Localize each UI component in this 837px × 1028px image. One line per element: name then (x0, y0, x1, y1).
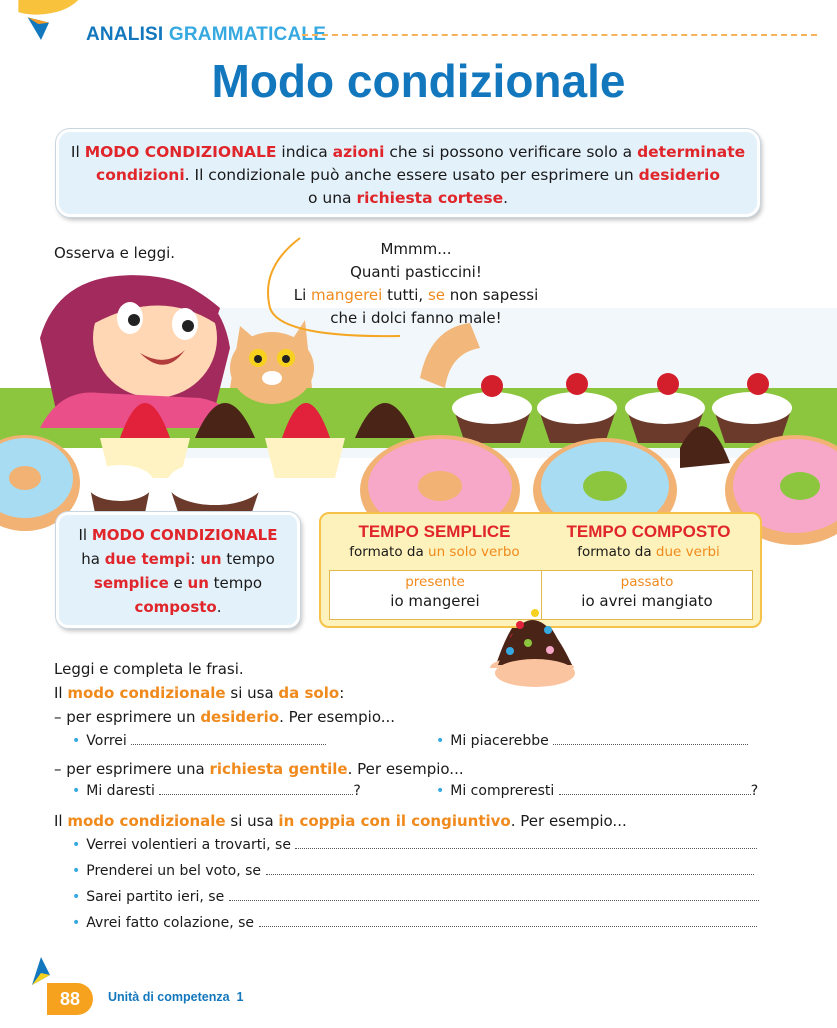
compound-tense-header: TEMPO COMPOSTO formato da due verbi (566, 522, 731, 560)
section-kicker: ANALISI GRAMMATICALE (86, 24, 327, 45)
bullet-icon: • (72, 889, 81, 905)
bullet-icon: • (436, 733, 445, 749)
blank-compreresti[interactable]: • Mi compreresti ? (436, 783, 759, 799)
chocolate-cake-decoration (490, 585, 580, 690)
bullet-icon: • (72, 837, 81, 853)
rule-request: – per esprimere una richiesta gentile. Per esempio... (54, 760, 464, 778)
blank-sentence-2[interactable]: • Prenderei un bel voto, se (72, 862, 754, 879)
rule-desire: – per esprimere un desiderio. Per esempio... (54, 708, 396, 726)
header-dashed-rule (302, 34, 817, 36)
bullet-icon: • (436, 783, 445, 799)
simple-tense-header: TEMPO SEMPLICE formato da un solo verbo (349, 522, 520, 560)
past-cell: passato io avrei mangiato (581, 574, 713, 610)
bullet-icon: • (72, 783, 81, 799)
blank-piacerebbe[interactable]: • Mi piacerebbe (436, 732, 748, 749)
tenses-info-box: Il MODO CONDIZIONALE ha due tempi: un tempo semplice e un tempo composto. (56, 512, 300, 628)
rule-alone: Il modo condizionale si usa da solo: (54, 684, 345, 702)
blank-sentence-1[interactable]: • Verrei volentieri a trovarti, se (72, 836, 757, 853)
blank-sentence-3[interactable]: • Sarei partito ieri, se (72, 888, 759, 905)
bullet-icon: • (72, 915, 81, 931)
observe-instruction: Osserva e leggi. (54, 244, 176, 262)
present-cell: presente io mangerei (390, 574, 480, 610)
unit-label: Unità di competenza 1 (108, 990, 244, 1004)
speech-bubble: Mmmm... Quanti pasticcini! Li mangerei tutti, se non sapessi che i dolci fanno male! (293, 240, 539, 327)
page-title: Modo condizionale (211, 55, 626, 107)
rule-subjunctive: Il modo condizionale si usa in coppia con il congiuntivo. Per esempio... (54, 812, 627, 830)
blank-daresti[interactable]: • Mi daresti ? (72, 783, 361, 799)
definition-box: Il MODO CONDIZIONALE indica azioni che si possono verificare solo a determinate condizioni. Il condizionale può anche essere usato per esprimere un desiderio o una richiesta cortese. (56, 129, 760, 217)
exercise-instruction: Leggi e completa le frasi. (54, 660, 244, 678)
blank-sentence-4[interactable]: • Avrei fatto colazione, se (72, 914, 757, 931)
page-number: 88 (47, 983, 93, 1015)
bullet-icon: • (72, 733, 81, 749)
bullet-icon: • (72, 863, 81, 879)
blank-vorrei[interactable]: • Vorrei (72, 732, 326, 749)
